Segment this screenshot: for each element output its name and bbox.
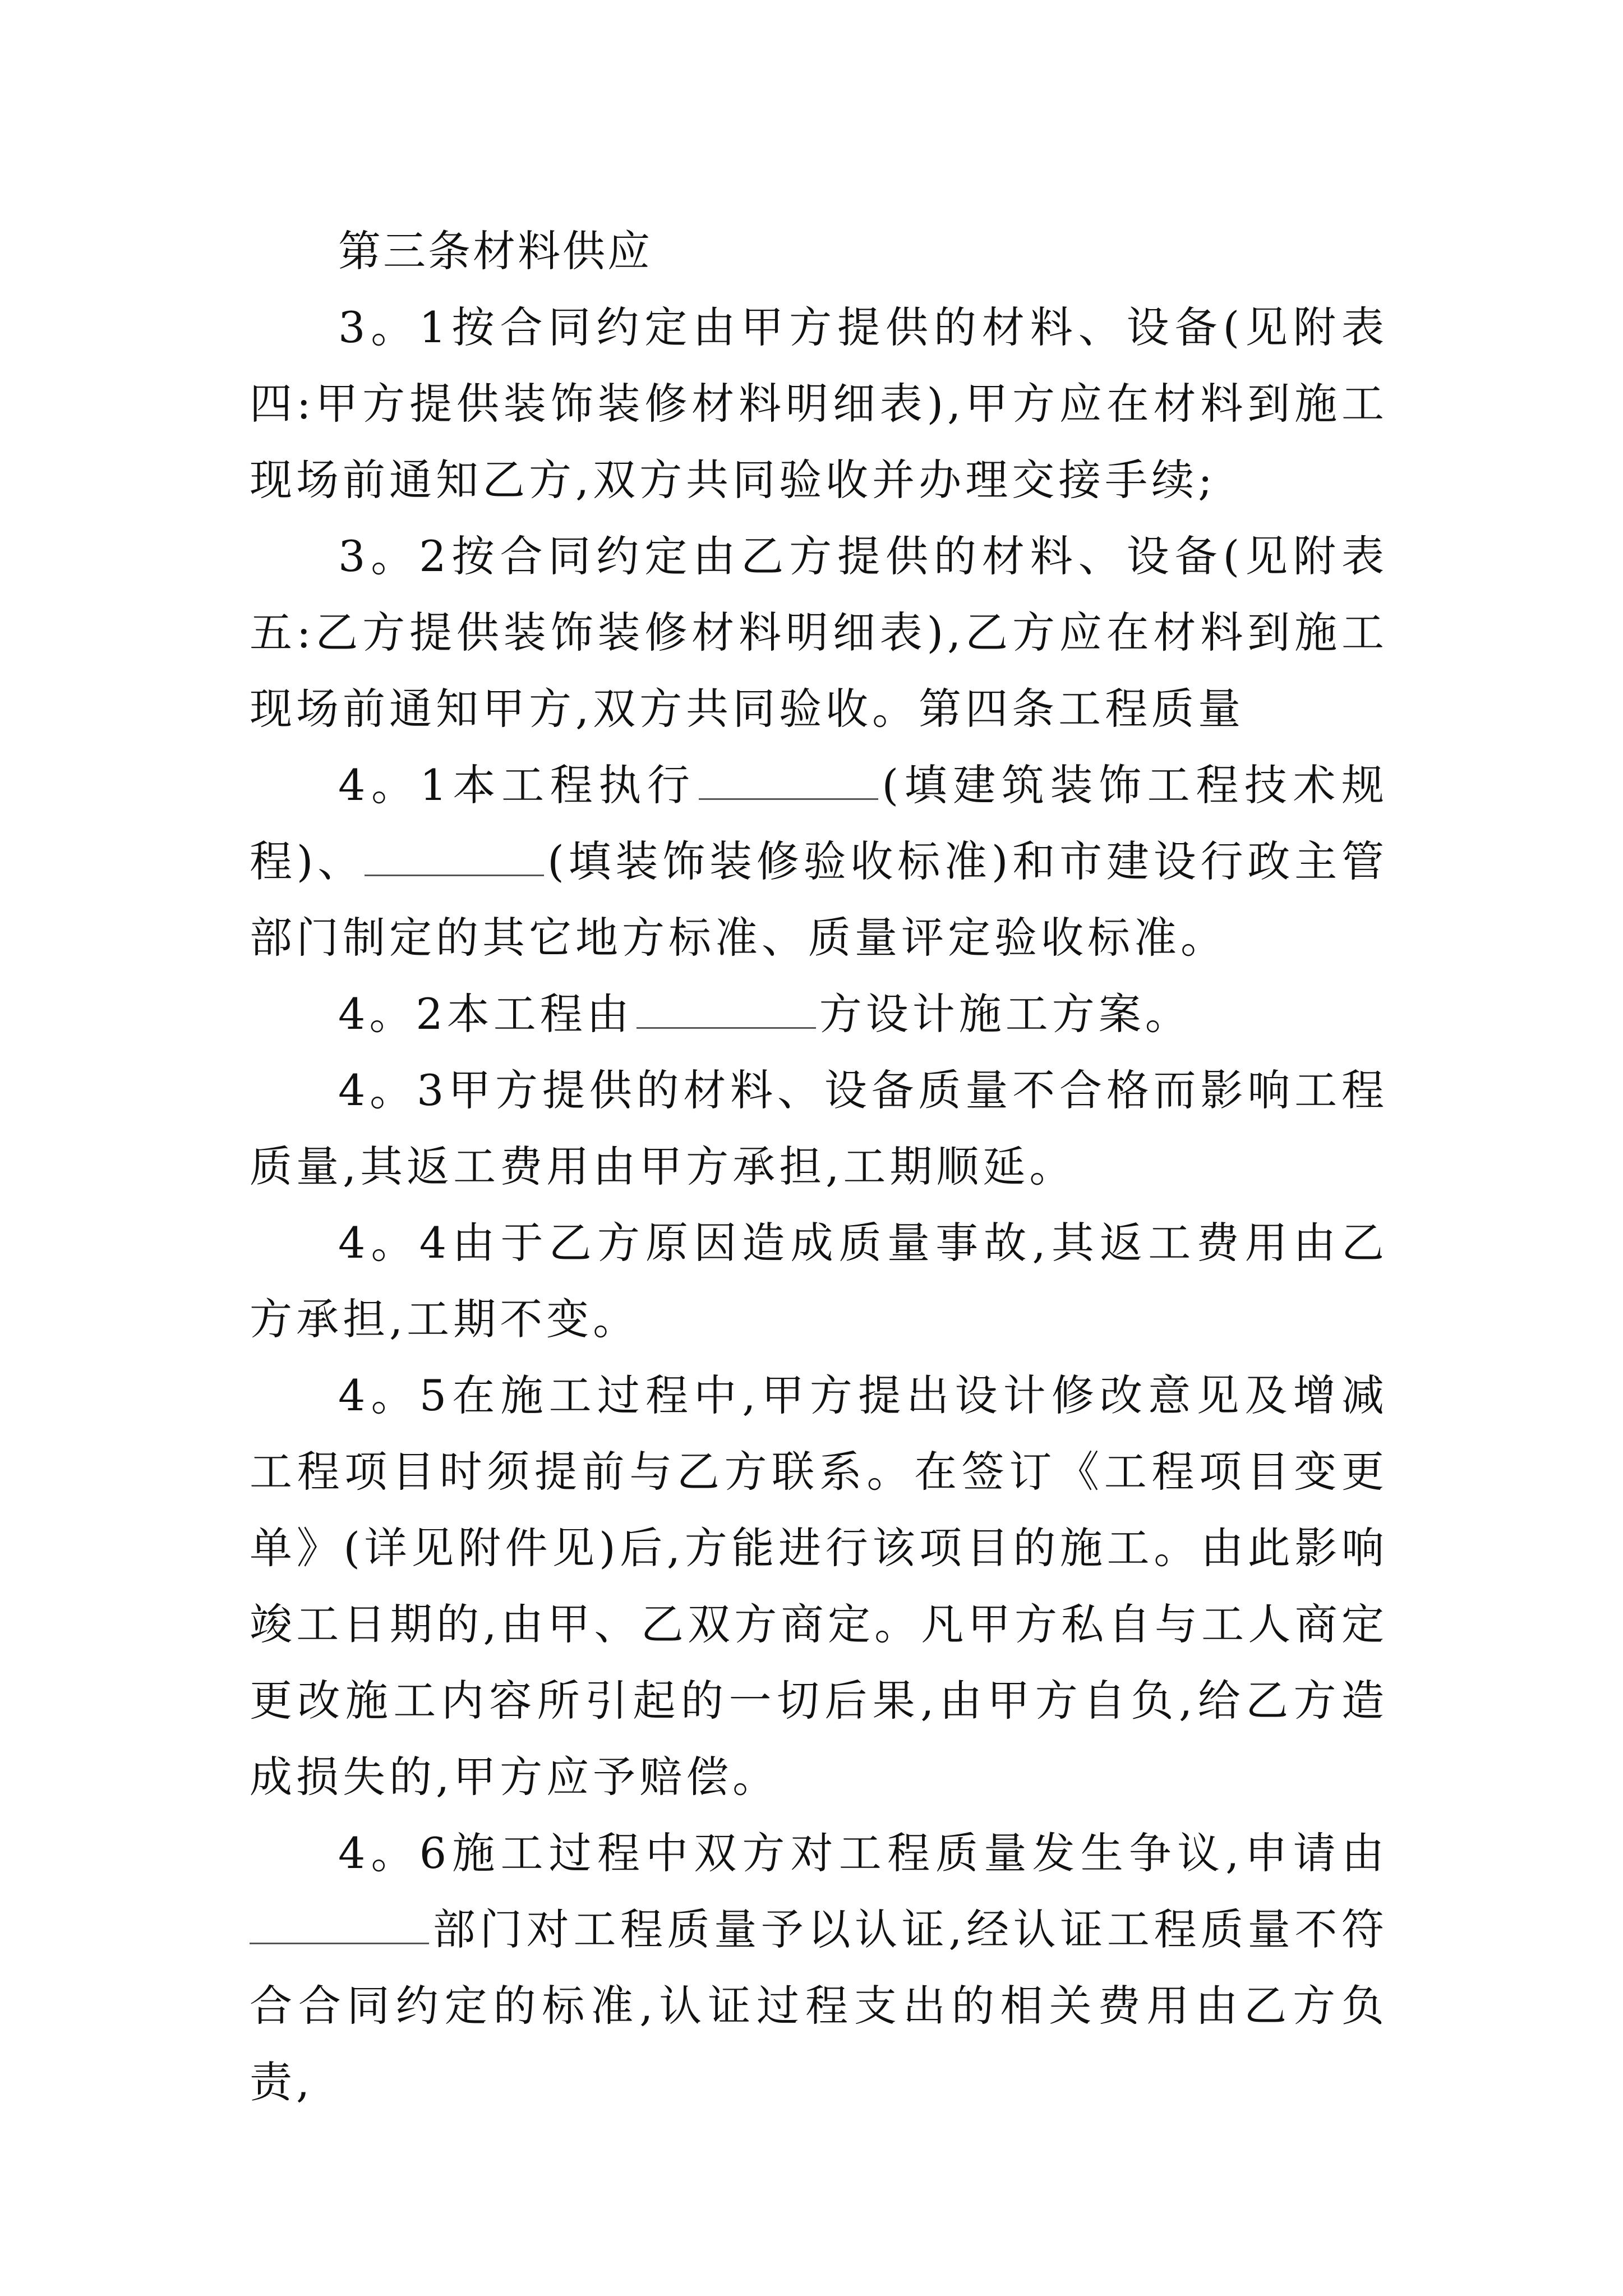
paragraph-4-6-text-b: 部门对工程质量予以认证,经认证工程质量不符合合同约定的标准,认证过程支出的相关费用由乙方负责, [250,1904,1388,2107]
paragraph-3-1: 3。1按合同约定由甲方提供的材料、设备(见附表四:甲方提供装饰装修材料明细表),甲方应在材料到施工现场前通知乙方,双方共同验收并办理交接手续; [250,302,1388,505]
paragraph-4-5: 4。5在施工过程中,甲方提出设计修改意见及增减工程项目时须提前与乙方联系。在签订《工程项目变更单》(详见附件见)后,方能进行该项目的施工。由此影响竣工日期的,由甲、乙双方商定。凡甲方私自与工人商定更改施工内容所引起的一切后果,由甲方自负,给乙方造成损失的,甲方应予赔偿。 [250,1370,1388,1802]
section-title: 第三条材料供应 [338,226,652,276]
paragraph-4-1 [250,747,1388,976]
paragraph-4-2-text-a: 4。2本工程由 [338,989,633,1039]
paragraph-4-6-text-a: 4。6施工过程中双方对工程质量发生争议,申请由 [338,1828,1388,1878]
fill-blank-technical-code [699,762,878,800]
document-body [250,213,1388,2120]
fill-blank-acceptance-standard [365,839,544,876]
paragraph-4-2-text-b: 方设计施工方案。 [819,989,1192,1039]
paragraph-4-2 [250,976,1388,1052]
paragraph-4-1-text-b: (填建筑装饰工程技术规程)、 [250,760,1388,886]
paragraph-4-3: 4。3甲方提供的材料、设备质量不合格而影响工程质量,其返工费用由甲方承担,工期顺延。 [250,1065,1388,1191]
fill-blank-design-party [637,991,816,1029]
paragraph-3-2: 3。2按合同约定由乙方提供的材料、设备(见附表五:乙方提供装饰装修材料明细表),乙方应在材料到施工现场前通知甲方,双方共同验收。第四条工程质量 [250,531,1388,734]
paragraph-4-1-text-c: (填装饰装修验收标准)和市建设行政主管部门制定的其它地方标准、质量评定验收标准。 [250,836,1388,963]
fill-blank-certifying-department [250,1907,429,1944]
paragraph-4-1-text-a: 4。1本工程执行 [338,760,696,810]
paragraph-4-4: 4。4由于乙方原因造成质量事故,其返工费用由乙方承担,工期不变。 [250,1218,1388,1344]
paragraph-4-6 [250,1815,1388,2120]
